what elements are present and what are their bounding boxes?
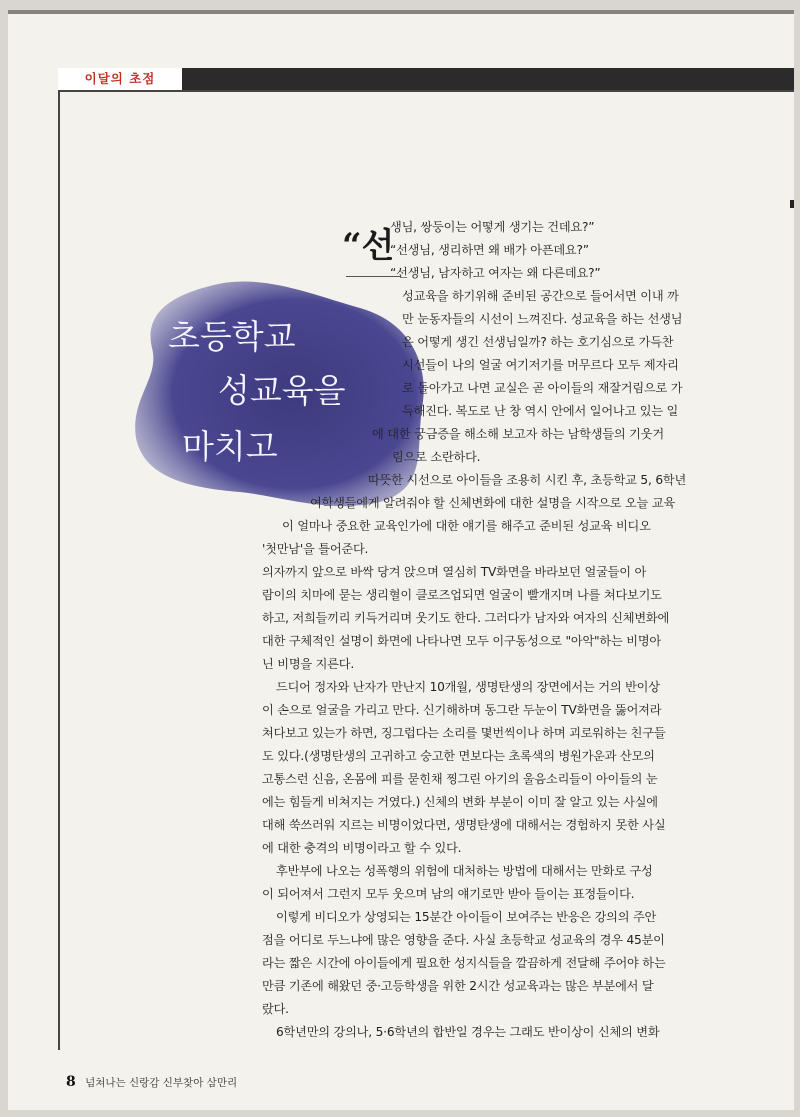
article-line: 닌 비명을 지른다. (262, 657, 355, 671)
magazine-page (8, 10, 794, 1110)
article-line: 의자까지 앞으로 바싹 당겨 앉으며 열심히 TV화면을 바라보던 얼굴들이 아 (262, 565, 647, 579)
article-line: 고통스런 신음, 온몸에 피를 묻힌채 찡그린 아기의 울음소리들이 아이들의 눈 (262, 772, 658, 786)
frame-left-rule (58, 90, 60, 1050)
header-bar (182, 68, 794, 90)
article-line: 이 되어져서 그런지 모두 웃으며 남의 얘기로만 받아 들이는 표정들이다. (262, 887, 635, 901)
article-line: 이 얼마나 중요한 교육인가에 대한 얘기를 해주고 준비된 성교육 비디오 (282, 519, 651, 533)
article-line: 라는 짧은 시간에 아이들에게 필요한 성지식들을 깔끔하게 전달해 주어야 하는 (262, 956, 666, 970)
frame-top-rule (58, 90, 794, 92)
article-line: 만 눈동자들의 시선이 느껴진다. 성교육을 하는 선생님 (402, 312, 683, 326)
page-edge-mark (790, 200, 794, 208)
feature-title-line-1: 초등학교 (168, 317, 296, 356)
article-line: '첫만남'을 틀어준다. (262, 542, 369, 556)
article-line: 따뜻한 시선으로 아이들을 조용히 시킨 후, 초등학교 5, 6학년 (368, 473, 687, 487)
article-line: 점을 어디로 두느냐에 많은 영향을 준다. 사실 초등학교 성교육의 경우 45분이 (262, 933, 665, 947)
article-line: “선생님, 생리하면 왜 배가 아픈데요?” (390, 243, 589, 257)
article-line: 생님, 쌍둥이는 어떻게 생기는 건데요?” (390, 220, 595, 234)
article-line: 성교육을 하기위해 준비된 공간으로 들어서면 이내 까 (402, 289, 679, 303)
article-line: 에 대한 충격의 비명이라고 할 수 있다. (262, 841, 462, 855)
article-line: 도 있다.(생명탄생의 고귀하고 숭고한 면보다는 초록색의 병원가운과 산모의 (262, 749, 655, 763)
article-line: 후반부에 나오는 성폭행의 위험에 대처하는 방법에 대해서는 만화로 구성 (276, 864, 653, 878)
article-line: 시선들이 나의 얼굴 여기저기를 머무르다 모두 제자리 (402, 358, 679, 372)
section-label: 이달의 초점 (58, 68, 183, 90)
article-line: 에 대한 궁금증을 해소해 보고자 하는 남학생들의 기웃거 (372, 427, 664, 441)
page-footer (66, 1074, 237, 1090)
article-line: 득해진다. 복도로 난 창 역시 안에서 일어나고 있는 일 (402, 404, 679, 418)
page-number: 8 (66, 1074, 76, 1090)
article-line: 만큼 기존에 해왔던 중·고등학생을 위한 2시간 성교육과는 많은 부분에서 달 (262, 979, 654, 993)
top-edge-shadow (8, 10, 794, 14)
article-line: 대한 구체적인 설명이 화면에 나타나면 모두 이구동성으로 "아악"하는 비명아 (262, 634, 661, 648)
article-line: 여학생들에게 알려줘야 할 신체변화에 대한 설명을 시작으로 오늘 교육 (310, 496, 676, 510)
article-line: 에는 힘들게 비쳐지는 거였다.) 신체의 변화 부분이 이미 잘 알고 있는 사실에 (262, 795, 658, 809)
article-line: 쳐다보고 있는가 하면, 징그럽다는 소리를 몇번씩이나 하며 괴로워하는 친구들 (262, 726, 666, 740)
article-line: 랐다. (262, 1002, 289, 1016)
feature-title-line-2: 성교육을 (218, 371, 346, 410)
article-line: 람이의 치마에 묻는 생리혈이 클로즈업되면 얼굴이 빨개지며 나를 쳐다보기도 (262, 588, 662, 602)
article-line: 대해 쑥쓰러워 지르는 비명이었다면, 생명탄생에 대해서는 경험하지 못한 사실 (262, 818, 666, 832)
article-line: “선생님, 남자하고 여자는 왜 다른데요?” (390, 266, 601, 280)
footer-caption: 넘쳐나는 신랑감 신부찾아 삼만리 (85, 1077, 238, 1089)
article-line: 드디어 정자와 난자가 만난지 10개월, 생명탄생의 장면에서는 거의 반이상 (276, 680, 660, 694)
article-line: 6학년만의 강의나, 5·6학년의 합반일 경우는 그래도 반이상이 신체의 변화 (276, 1025, 660, 1039)
feature-title-line-3: 마치고 (182, 427, 278, 466)
article-line: 이렇게 비디오가 상영되는 15분간 아이들이 보여주는 반응은 강의의 주안 (276, 910, 657, 924)
article-line: 로 돌아가고 나면 교실은 곧 아이들의 재잘거림으로 가 (402, 381, 683, 395)
dropcap: “선 (342, 226, 395, 266)
article-line: 림으로 소란하다. (392, 450, 481, 464)
article-line: 이 손으로 얼굴을 가리고 만다. 신기해하며 동그란 두눈이 TV화면을 뚫어져라 (262, 703, 662, 717)
article-line: 하고, 저희들끼리 키득거리며 웃기도 한다. 그러다가 남자와 여자의 신체변화에 (262, 611, 670, 625)
article-line: 은 어떻게 생긴 선생님일까? 하는 호기심으로 가득찬 (402, 335, 674, 349)
